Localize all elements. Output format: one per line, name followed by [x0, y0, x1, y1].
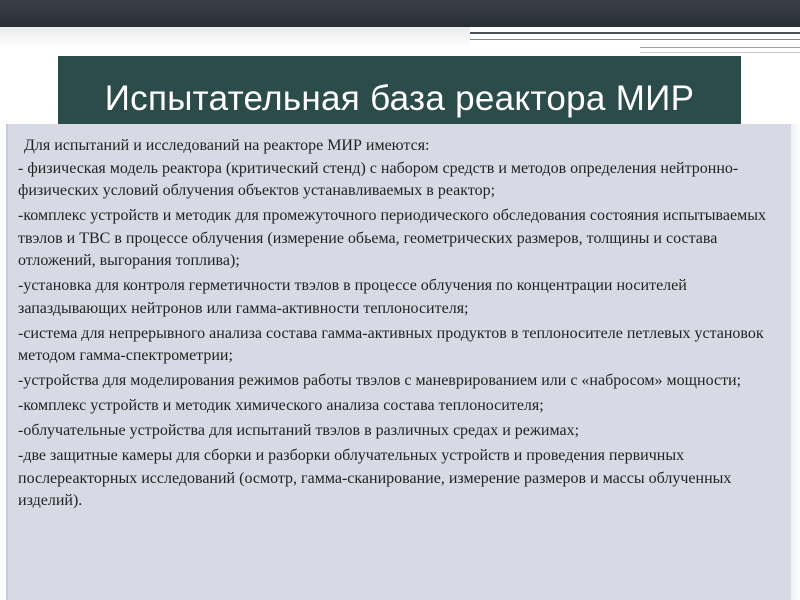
- decor-stripe: [640, 47, 800, 48]
- top-decor-band: [0, 0, 800, 27]
- list-item: -система для непрерывного анализа состава гамма-активных продуктов в теплоносителе петлевых установок методом гамма-спектрометрии;: [18, 324, 764, 364]
- list-item: -две защитные камеры для сборки и разборки облучательных устройств и проведения первичных послереакторных исследований (осмотр, гамма-сканирование, измерение размеров и массы облученных изделий).: [18, 447, 732, 509]
- list-item: -комплекс устройств и методик химического анализа состава теплоносителя;: [18, 397, 544, 414]
- list-item: -облучательные устройства для испытаний твэлов в различных средах и режимах;: [18, 422, 580, 439]
- decor-stripe: [470, 32, 800, 34]
- list-item: - физическая модель реактора (критический стенд) с набором средств и методов определения нейтронно-физических условий облучения объектов устанавливаемых в реактор;: [18, 159, 739, 199]
- slide-body: [18, 135, 788, 515]
- decor-stripe: [470, 39, 800, 40]
- slide-title: Испытательная база реактора МИР: [104, 79, 695, 118]
- decor-stripe: [640, 52, 800, 53]
- list-item: -устройства для моделирования режимов работы твэлов с маневрированием или с «набросом» мощности;: [18, 372, 742, 389]
- list-item: -установка для контроля герметичности твэлов в процессе облучения по концентрации носителей запаздывающих нейтронов или гамма-активности теплоносителя;: [18, 277, 687, 317]
- list-item: -комплекс устройств и методик для промежуточного периодического обследования состояния испытываемых твэлов и ТВС в процессе облучения (измерение обьема, геометрических размеров, толщины и состава отложений, выгорания топлива);: [18, 207, 766, 269]
- right-edge: [791, 124, 800, 600]
- top-shade: [0, 27, 470, 47]
- intro-text: Для испытаний и исследований на реакторе МИР имеются:: [24, 137, 430, 154]
- title-bar: [58, 56, 741, 124]
